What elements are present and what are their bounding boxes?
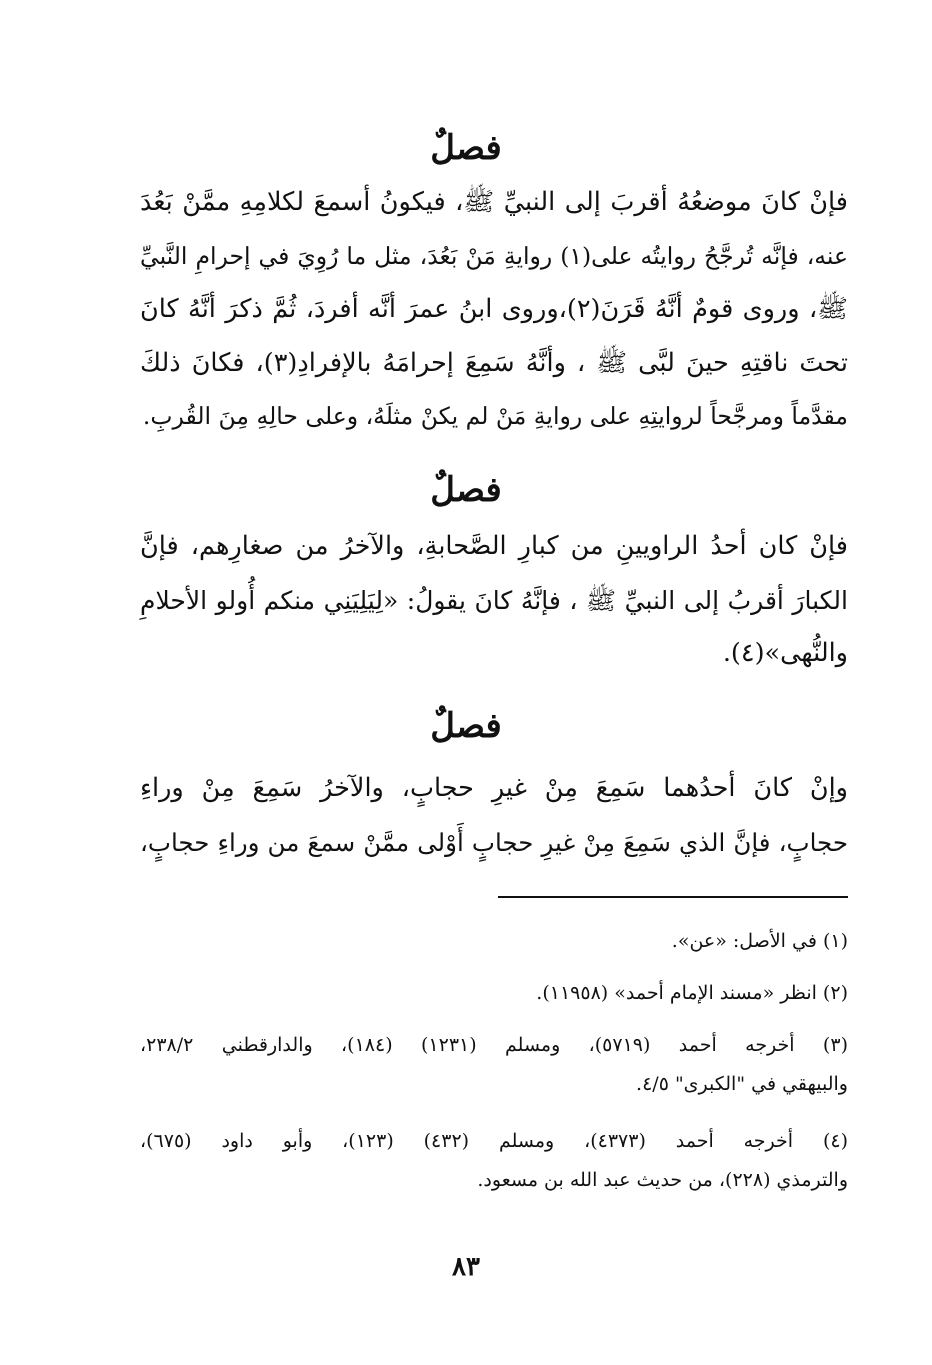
text-line: والنُّهى»(٤). (722, 638, 848, 668)
footnote-2 (140, 974, 848, 1013)
text-line: حجابٍ، فإنَّ الذي سَمِعَ مِنْ غيرِ حجابٍ أَوْلى ممَّنْ سمعَ من وراءِ حجابٍ، (140, 827, 848, 857)
text-line: فإنْ كانَ موضعُهُ أقربَ إلى النبيِّ ﷺ، فيكونُ أسمعَ لكلامِهِ ممَّنْ بَعُدَ (140, 187, 848, 217)
footnote-3 (140, 1026, 848, 1104)
footnote-line: (٢) انظر «مسند الإمام أحمد» (١١٩٥٨). (536, 982, 848, 1004)
text-line: ﷺ، وروى قومٌ أنَّهُ قَرَنَ(٢)،وروى ابنُ عمرَ أنَّه أفردَ، ثُمَّ ذكرَ أنَّهُ كانَ (140, 294, 848, 324)
text-line: تحتَ ناقتِهِ حينَ لبَّى ﷺ ، وأنَّهُ سَمِعَ إحرامَهُ بالإفرادِ(٣)، فكانَ ذلكَ (140, 347, 848, 378)
text-line: عنه، فإنَّه تُرجَّحُ روايتُه على(١) روايةِ مَنْ بَعُدَ، مثل ما رُوِيَ في إحرامِ النَّبيِّ (140, 241, 848, 270)
footnote-line: والترمذي (٢٢٨)، من حديث عبد الله بن مسعود. (477, 1169, 848, 1191)
section-paragraph-2 (140, 520, 848, 681)
text-line: الكبارَ أقربُ إلى النبيِّ ﷺ ، فإنَّهُ كانَ يقولُ: «لِيَلِيَنِي منكم أُولو الأحلامِ (140, 585, 848, 615)
text-line: وإنْ كانَ أحدُهما سَمِعَ مِنْ غيرِ حجابٍ، والآخرُ سَمِعَ مِنْ وراءِ (140, 773, 848, 803)
text-line: فإنْ كان أحدُ الراويينِ من كبارِ الصَّحابةِ، والآخرُ من صغارِهم، فإنَّ (140, 531, 848, 561)
footnote-line: (٤) أخرجه أحمد (٤٣٧٣)، ومسلم (٤٣٢) (١٢٣)، وأبو داود (٦٧٥)، (140, 1130, 848, 1152)
footnote-1 (140, 922, 848, 961)
section-paragraph-3 (140, 762, 848, 869)
section-heading-1: فصلٌ (430, 128, 502, 168)
footnote-4 (140, 1122, 848, 1200)
section-heading-2: فصلٌ (430, 470, 502, 510)
footnote-line: (١) في الأصل: «عن». (671, 930, 848, 952)
text-line: مقدَّماً ومرجَّحاً لروايتِهِ على روايةِ مَنْ لم يكنْ مثلَهُ، وعلى حالِهِ مِنَ القُربِ. (142, 402, 848, 430)
section-paragraph-1 (140, 176, 848, 444)
footnote-separator (498, 896, 848, 898)
section-heading-3: فصلٌ (430, 706, 502, 746)
footnote-line: والبيهقي في "الكبرى" ٤/٥. (636, 1073, 848, 1095)
page-number: ٨٣ (452, 1252, 480, 1282)
footnote-line: (٣) أخرجه أحمد (٥٧١٩)، ومسلم (١٢٣١) (١٨٤)، والدارقطني ٢٣٨/٢، (140, 1034, 848, 1056)
